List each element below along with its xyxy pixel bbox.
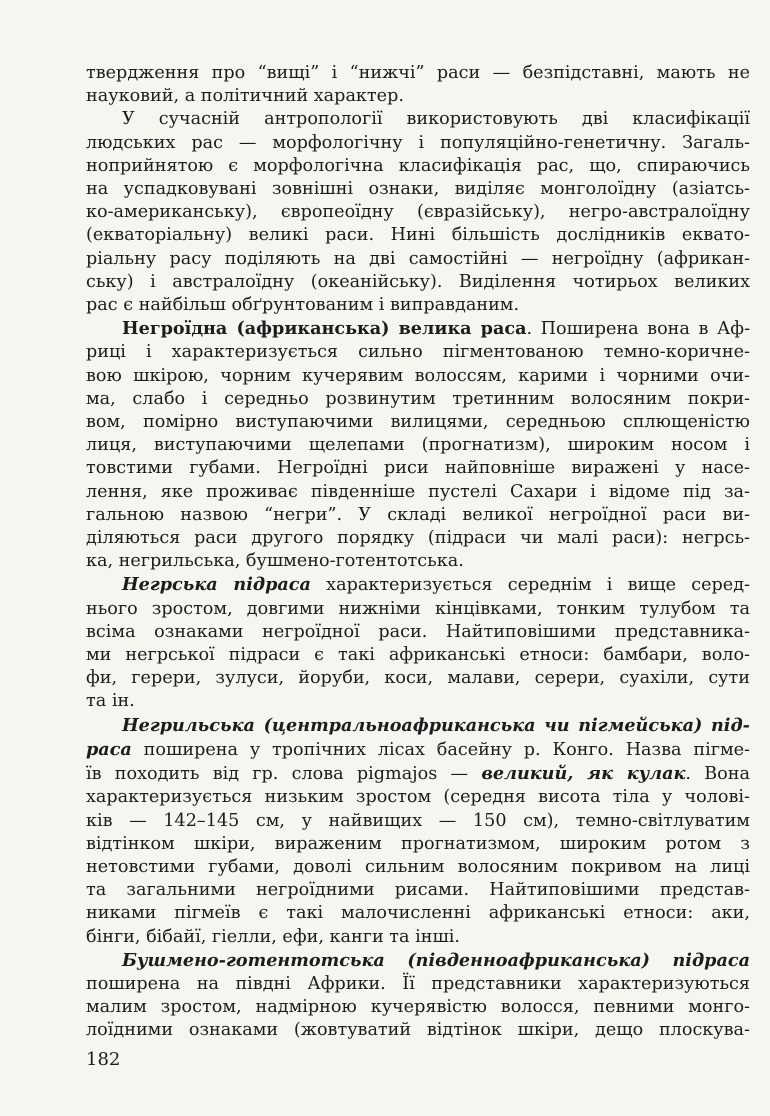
text-run: характеризується середнім і вище серед- (310, 575, 750, 596)
text-line (86, 879, 750, 902)
text-line (86, 621, 750, 644)
text-line (86, 317, 750, 341)
text-line (86, 902, 750, 925)
text-run: рас є найбільш обґрунтованим і виправданим. (86, 295, 520, 316)
text-run: товстими губами. Негроїдні риси найповніше виражені у насе- (86, 458, 750, 479)
text-line (86, 62, 750, 85)
text-run: . Вона (685, 764, 750, 785)
text-line (86, 108, 750, 131)
text-line (86, 224, 750, 247)
text-line (86, 856, 750, 879)
text-line (86, 644, 750, 667)
page-number: 182 (86, 1049, 121, 1070)
text-run: поширена на півдні Африки. Її представники характеризуються (86, 973, 750, 994)
text-line (86, 155, 750, 178)
text-run: характеризується низьким зростом (середня висота тіла у чолові- (86, 787, 750, 808)
text-run: людських рас — морфологічну і популяційно-генетичну. Загаль- (86, 132, 750, 153)
text-run: риці і характеризується сильно пігментованою темно-коричне- (86, 342, 750, 363)
text-line (86, 201, 750, 224)
text-line (86, 598, 750, 621)
text-run: ми негрської підраси є такі африканські етноси: бамбари, воло- (86, 645, 750, 666)
text-line (86, 504, 750, 527)
emphasis-text: Негроїдна (африканська) велика раса (122, 318, 527, 340)
text-line (86, 248, 750, 271)
emphasis-text: Негрильська (центральноафриканська чи пігмейська) під- (122, 714, 750, 736)
text-run: на успадковувані зовнішні ознаки, виділяє монголоїдну (азіатсь- (86, 179, 750, 200)
text-run: У сучасній антропології використовують дві класифікації (122, 109, 750, 130)
text-line (86, 738, 750, 762)
text-line (86, 786, 750, 809)
text-line (86, 949, 750, 973)
text-run: їв походить від гр. слова pigmajos — (86, 764, 482, 785)
text-run: малим зростом, надмірною кучерявістю волосся, певними монго- (86, 997, 750, 1018)
emphasis-text: раса (86, 738, 132, 760)
text-line (86, 810, 750, 833)
text-run: вою шкірою, чорним кучерявим волоссям, карими і чорними очи- (86, 365, 750, 386)
text-line (86, 294, 750, 317)
text-run: фи, герери, зулуси, йоруби, коси, малави, серери, суахіли, сути (86, 668, 750, 689)
text-line (86, 926, 750, 949)
text-line (86, 178, 750, 201)
text-run: ма, слабо і середньо розвинутим третинним волосяним покри- (86, 388, 750, 409)
text-run: вом, помірно виступаючими вилицями, середньою сплющеністю (86, 412, 750, 433)
text-line (86, 996, 750, 1019)
text-line (86, 573, 750, 597)
text-line (86, 457, 750, 480)
text-run: діляються раси другого порядку (підраси чи малі раси): негрсь- (86, 528, 750, 549)
text-line (86, 434, 750, 457)
text-run: ка, негрильська, бушмено-готентотська. (86, 551, 464, 572)
text-run: ську) і австралоїдну (океанійську). Виділення чотирьох великих (86, 271, 750, 292)
text-run: бінги, бібайї, гіелли, ефи, канги та інші. (86, 926, 461, 947)
emphasis-text: Бушмено-готентотська (південноафриканська) підраса (122, 949, 750, 971)
text-run: науковий, а політичний характер. (86, 86, 404, 107)
text-line (86, 762, 750, 786)
text-run: та ін. (86, 691, 135, 712)
text-run: лення, яке проживає південніше пустелі Сахари і відоме під за- (86, 481, 750, 502)
text-run: ноприйнятою є морфологічна класифікація рас, що, спираючись (86, 155, 750, 176)
text-line (86, 388, 750, 411)
text-run: . Поширена вона в Аф- (526, 319, 751, 340)
text-run: ко-американську), європеоїдну (євразійську), негро-австралоїдну (86, 202, 750, 223)
text-line (86, 714, 750, 738)
text-run: та загальними негроїдними рисами. Найтиповішими представ- (86, 880, 750, 901)
text-line (86, 690, 750, 713)
text-line (86, 527, 750, 550)
text-run: нього зростом, довгими нижніми кінцівками, тонким тулубом та (86, 598, 750, 619)
emphasis-text: Негрська підраса (122, 574, 311, 596)
text-line (86, 85, 750, 108)
text-run: гальною назвою “негри”. У складі великої негроїдної раси ви- (86, 504, 750, 525)
text-line (86, 365, 750, 388)
text-run: лоїдними ознаками (жовтуватий відтінок шкіри, дещо плоскува- (86, 1020, 750, 1041)
text-line (86, 973, 750, 996)
text-line (86, 341, 750, 364)
text-run: твердження про “вищі” і “нижчі” раси — безпідставні, мають не (86, 63, 750, 83)
text-line (86, 550, 750, 573)
text-line (86, 481, 750, 504)
text-run: никами пігмеїв є такі малочисленні африканські етноси: аки, (86, 903, 750, 924)
text-line (86, 833, 750, 856)
text-line (86, 667, 750, 690)
emphasis-text: великий, як кулак (481, 763, 686, 785)
text-line (86, 1019, 750, 1042)
text-run: нетовстими губами, доволі сильним волосяним покривом на лиці (86, 856, 750, 877)
text-run: ріальну расу поділяють на дві самостійні — негроїдну (африкан- (86, 248, 750, 269)
text-line (86, 132, 750, 155)
text-run: лиця, виступаючими щелепами (прогнатизм), широким носом і (86, 435, 750, 456)
text-run: (екваторіальну) великі раси. Нині більшість дослідників еквато- (86, 225, 750, 246)
text-line (86, 271, 750, 294)
text-run: всіма ознаками негроїдної раси. Найтиповішими представника- (86, 621, 750, 642)
text-run: відтінком шкіри, вираженим прогнатизмом, широким ротом з (86, 833, 750, 854)
text-line (86, 411, 750, 434)
text-run: поширена у тропічних лісах басейну р. Конго. Назва пігме- (131, 739, 750, 760)
body-text (86, 62, 750, 1043)
text-run: ків — 142–145 см, у найвищих — 150 см), темно-світлуватим (86, 810, 750, 831)
